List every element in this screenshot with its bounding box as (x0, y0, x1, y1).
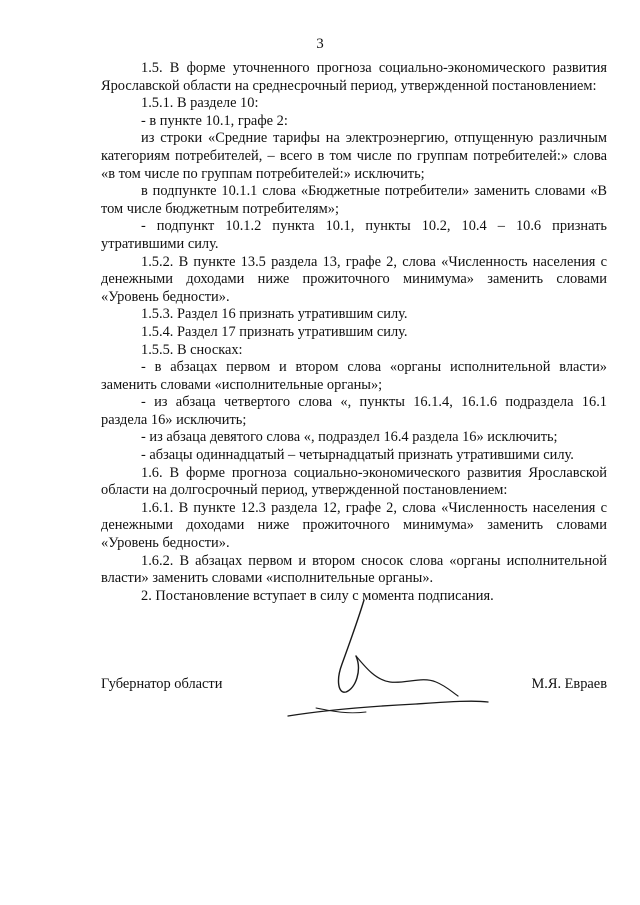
paragraph-2: 2. Постановление вступает в силу с момента подписания. (141, 587, 494, 604)
paragraph-1-5-2: 1.5.2. В пункте 13.5 раздела 13, графе 2, слова «Численность населения с денежными доходами ниже прожиточного минимума» заменить словами «Уровень бедности». (101, 253, 607, 305)
paragraph-1-6: 1.6. В форме прогноза социально-экономического развития Ярославской области на долгосрочный период, утвержденной постановлением: (101, 464, 607, 499)
paragraph-footnotes-eleventh-fourteenth: - абзацы одиннадцатый – четырнадцатый признать утратившими силу. (141, 447, 574, 464)
signatory-name: М.Я. Евраев (531, 676, 607, 692)
paragraph-1-5: 1.5. В форме уточненного прогноза социально-экономического развития Ярославской области на среднесрочный период, утвержденной постановлением: (101, 60, 607, 94)
page-number: 3 (316, 36, 324, 52)
handwritten-signature (276, 596, 492, 726)
paragraph-subitem-10-1-2: - подпункт 10.1.2 пункта 10.1, пункты 10.2, 10.4 – 10.6 признать утратившими силу. (101, 218, 607, 252)
document-body (101, 60, 607, 605)
paragraph-subitem-10-1-1: в подпункте 10.1.1 слова «Бюджетные потребители» заменить словами «В том числе бюджетным потребителям»; (101, 183, 607, 217)
paragraph-tariffs-row: из строки «Средние тарифы на электроэнергию, отпущенную различным категориям потребителей, – всего в том числе по группам потребителей:» слова «в том числе по группам потребителей:» исключить; (101, 130, 607, 182)
paragraph-1-5-5: 1.5.5. В сносках: (141, 341, 243, 358)
paragraph-footnotes-first-second: - в абзацах первом и втором слова «органы исполнительной власти» заменить словами «исполнительные органы»; (101, 359, 607, 393)
paragraph-1-5-4: 1.5.4. Раздел 17 признать утратившим силу. (141, 323, 408, 340)
paragraph-footnotes-ninth: - из абзаца девятого слова «, подраздел 16.4 раздела 16» исключить; (141, 429, 558, 446)
paragraph-1-6-1: 1.6.1. В пункте 12.3 раздела 12, графе 2, слова «Численность населения с денежными доходами ниже прожиточного минимума» заменить словами «Уровень бедности». (101, 499, 607, 552)
signatory-title: Губернатор области (101, 676, 223, 692)
paragraph-item-10-1: - в пункте 10.1, графе 2: (141, 112, 288, 129)
paragraph-1-5-3: 1.5.3. Раздел 16 признать утратившим силу. (141, 306, 408, 323)
paragraph-footnotes-fourth: - из абзаца четвертого слова «, пункты 16.1.4, 16.1.6 подраздела 16.1 раздела 16» исключить; (101, 394, 607, 428)
paragraph-1-5-1: 1.5.1. В разделе 10: (141, 95, 259, 112)
paragraph-1-6-2: 1.6.2. В абзацах первом и втором сносок слова «органы исполнительной власти» заменить словами «исполнительные органы». (101, 552, 607, 587)
